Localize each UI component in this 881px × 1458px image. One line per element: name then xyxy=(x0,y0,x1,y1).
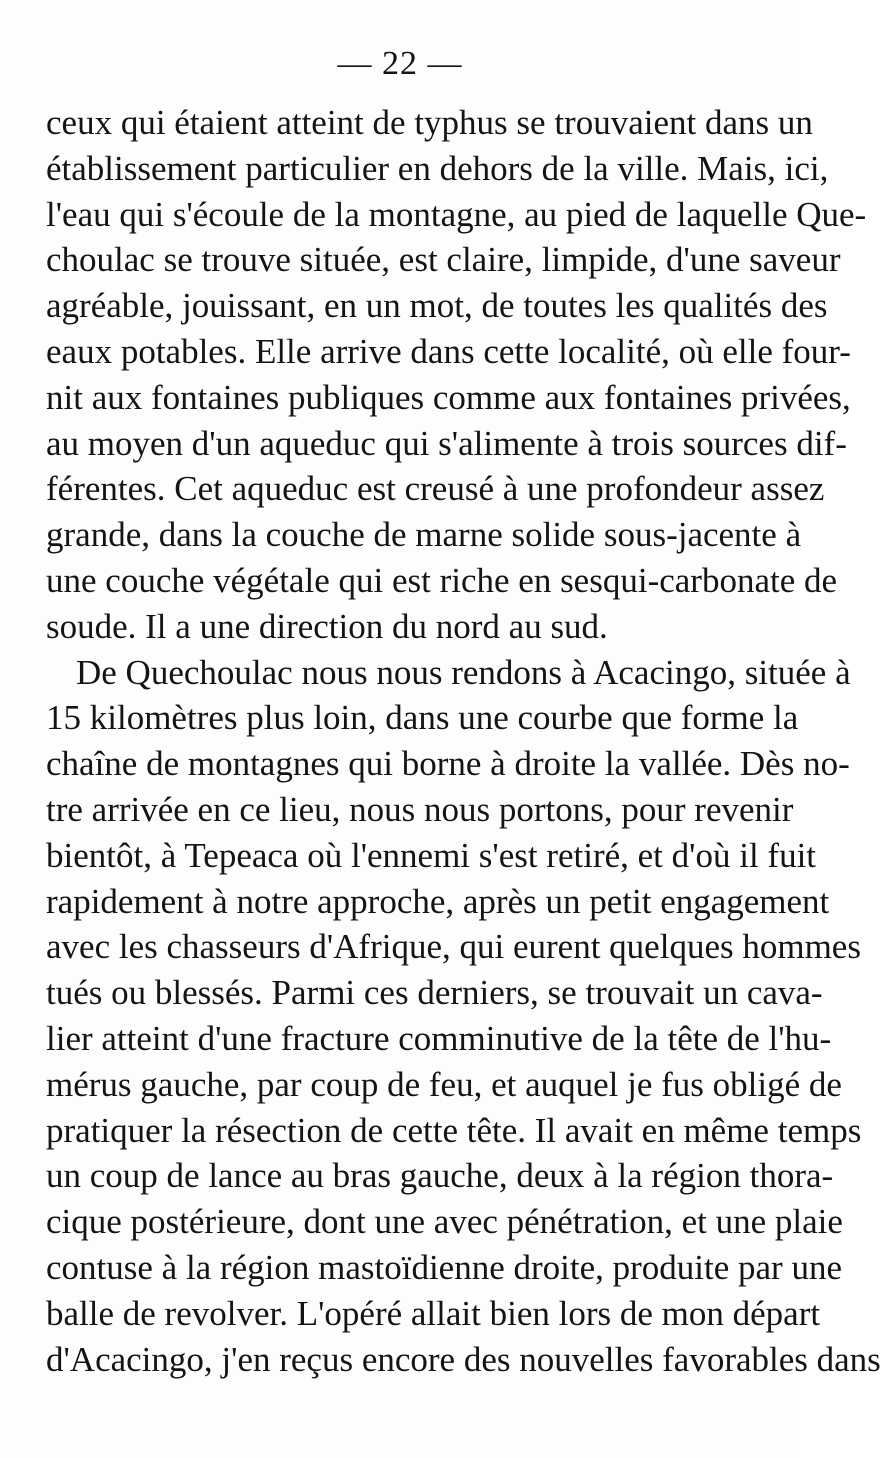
text-line: eaux potables. Elle arrive dans cette localité, où elle four- xyxy=(46,331,851,371)
text-line: contuse à la région mastoïdienne droite, produite par une xyxy=(46,1247,842,1287)
text-line: tués ou blessés. Parmi ces derniers, se trouvait un cava- xyxy=(46,973,823,1013)
text-line: grande, dans la couche de marne solide sous-jacente à xyxy=(46,515,802,555)
text-line: pratiquer la résection de cette tête. Il avait en même temps xyxy=(46,1110,862,1150)
body-text xyxy=(46,100,881,1382)
text-line-paragraph-start: De Quechoulac nous nous rendons à Acacingo, située à xyxy=(76,652,851,692)
text-line: nit aux fontaines publiques comme aux fontaines privées, xyxy=(46,377,851,417)
text-line: une couche végétale qui est riche en sesqui-carbonate de xyxy=(46,560,838,600)
text-line: rapidement à notre approche, après un petit engagement xyxy=(46,881,830,921)
text-line: tre arrivée en ce lieu, nous nous portons, pour revenir xyxy=(46,789,794,829)
text-line-paragraph-end: soude. Il a une direction du nord au sud. xyxy=(46,606,608,646)
text-line: un coup de lance au bras gauche, deux à la région thora- xyxy=(46,1156,834,1196)
text-line: avec les chasseurs d'Afrique, qui eurent quelques hommes xyxy=(46,927,861,967)
text-line: lier atteint d'une fracture comminutive de la tête de l'hu- xyxy=(46,1018,832,1058)
page-number: — 22 — xyxy=(337,45,463,82)
text-line: balle de revolver. L'opéré allait bien lors de mon départ xyxy=(46,1293,821,1333)
text-line: l'eau qui s'écoule de la montagne, au pied de laquelle Que- xyxy=(46,194,867,234)
text-line: ceux qui étaient atteint de typhus se trouvaient dans un xyxy=(46,103,813,142)
text-line: d'Acacingo, j'en reçus encore des nouvelles favorables dans xyxy=(46,1339,881,1379)
text-line: 15 kilomètres plus loin, dans une courbe que forme la xyxy=(46,698,799,738)
text-line: bientôt, à Tepeaca où l'ennemi s'est retiré, et d'où il fuit xyxy=(46,835,817,875)
text-line: agréable, jouissant, en un mot, de toutes les qualités des xyxy=(46,286,828,326)
text-line: choulac se trouve située, est claire, limpide, d'une saveur xyxy=(46,240,841,280)
text-line: au moyen d'un aqueduc qui s'alimente à trois sources dif- xyxy=(46,423,847,463)
text-line: chaîne de montagnes qui borne à droite la vallée. Dès no- xyxy=(46,744,850,784)
text-line: mérus gauche, par coup de feu, et auquel je fus obligé de xyxy=(46,1064,842,1104)
text-line: établissement particulier en dehors de la ville. Mais, ici, xyxy=(46,148,829,188)
text-line: cique postérieure, dont une avec pénétration, et une plaie xyxy=(46,1202,843,1242)
text-line: férentes. Cet aqueduc est creusé à une profondeur assez xyxy=(46,469,825,509)
